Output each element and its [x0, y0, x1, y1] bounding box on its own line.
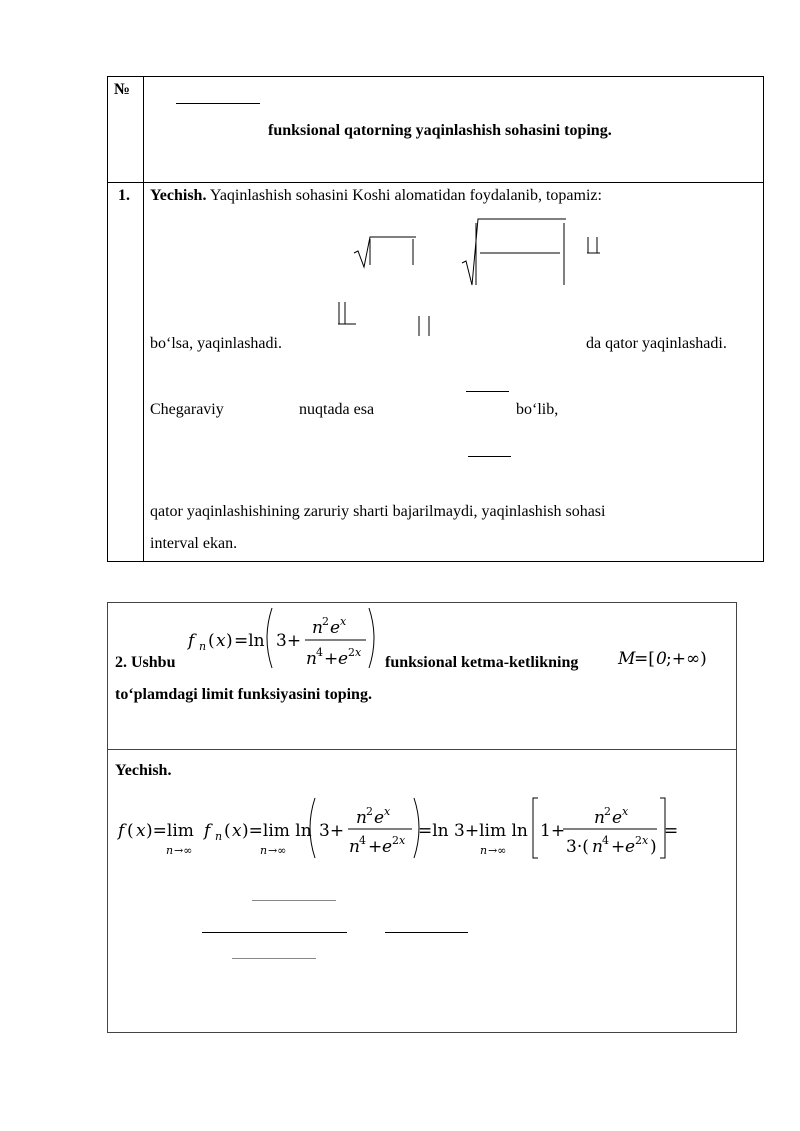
svg-text:n: n [306, 649, 317, 669]
table1-left-border [107, 76, 108, 562]
svg-text:)=lim ln: )=lim ln [242, 821, 312, 841]
svg-text:;+∞): ;+∞) [666, 649, 707, 669]
solution-label: Yechish. [150, 187, 207, 204]
conclusion-line-1: qator yaqinlashishining zaruriy sharti bajarilmaydi, yaqinlashish sohasi [150, 503, 606, 520]
fraction-bar [466, 391, 509, 392]
svg-text:n: n [215, 830, 223, 843]
svg-text:M: M [618, 649, 636, 669]
svg-text:x: x [340, 615, 347, 628]
svg-text:3·(: 3·( [566, 837, 589, 857]
svg-text:0: 0 [656, 649, 667, 669]
svg-text:→∞: →∞ [174, 844, 193, 857]
svg-text:=[: =[ [634, 649, 655, 669]
table1-right-border [763, 76, 764, 562]
set-m-formula [616, 642, 716, 672]
boundary-word: Chegaraviy [150, 401, 224, 418]
svg-text:2: 2 [366, 805, 373, 818]
svg-text:f: f [204, 821, 211, 841]
svg-text:2: 2 [604, 805, 611, 818]
limit-formula [114, 792, 684, 862]
svg-text:2: 2 [392, 834, 399, 847]
fraction-bar [176, 103, 260, 104]
task-text: funksional qatorning yaqinlashish sohasini toping. [268, 122, 612, 139]
fraction-bar [232, 958, 316, 959]
svg-text:n: n [260, 844, 268, 857]
svg-text:f: f [118, 821, 125, 841]
svg-text:2: 2 [635, 834, 642, 847]
svg-text:=ln 3+lim ln: =ln 3+lim ln [418, 821, 528, 841]
fraction-bar [468, 456, 511, 457]
svg-text:+: + [368, 837, 383, 857]
converge-at-text: da qator yaqinlashadi. [586, 335, 727, 352]
svg-text:3+: 3+ [319, 821, 345, 841]
svg-text:→∞: →∞ [268, 844, 287, 857]
problem2-solution-label: Yechish. [115, 762, 172, 779]
svg-text:3+: 3+ [276, 631, 302, 651]
svg-text:n: n [199, 640, 207, 653]
number-header: № [114, 81, 131, 98]
svg-text:n: n [594, 808, 605, 828]
svg-text:x: x [136, 821, 146, 841]
svg-text:+: + [611, 837, 626, 857]
svg-text:e: e [382, 837, 393, 857]
svg-text:(: ( [127, 821, 134, 841]
svg-text:2: 2 [322, 615, 329, 628]
problem2-middle-text: funksional ketma-ketlikning [385, 654, 579, 671]
conclusion-line-2: interval ekan. [150, 535, 238, 552]
svg-text:4: 4 [316, 646, 323, 659]
svg-text:n: n [312, 618, 323, 638]
problem2-label: 2. Ushbu [115, 654, 176, 671]
svg-text:n: n [480, 844, 488, 857]
svg-text:e: e [330, 618, 341, 638]
fn-formula [186, 604, 382, 670]
table1-bottom-border [107, 561, 763, 562]
problem2-line-2: to‘plamdagi limit funksiyasini toping. [115, 686, 372, 703]
svg-text:=: = [664, 821, 679, 841]
at-point-text: nuqtada esa [299, 401, 375, 418]
row-number: 1. [118, 187, 130, 204]
svg-text:n: n [356, 808, 367, 828]
svg-text:x: x [384, 805, 391, 818]
svg-text:2: 2 [348, 646, 355, 659]
svg-text:)=lim: )=lim [146, 821, 194, 841]
svg-text:x: x [216, 631, 226, 651]
svg-text:=ln: =ln [234, 631, 265, 651]
svg-text:e: e [612, 808, 623, 828]
table1-top-border [107, 76, 763, 77]
svg-text:1+: 1+ [540, 821, 566, 841]
svg-text:): ) [226, 631, 233, 651]
svg-text:4: 4 [602, 834, 609, 847]
svg-text:x: x [355, 646, 362, 659]
table1-row-divider [107, 182, 763, 183]
svg-text:e: e [625, 837, 636, 857]
being-text: bo‘lib, [516, 401, 559, 418]
svg-text:(: ( [208, 631, 215, 651]
converge-if-text: bo‘lsa, yaqinlashadi. [150, 335, 282, 352]
svg-text:→∞: →∞ [488, 844, 507, 857]
fraction-bar [385, 932, 468, 933]
svg-text:+: + [324, 649, 339, 669]
svg-text:x: x [399, 834, 406, 847]
svg-text:x: x [622, 805, 629, 818]
solution-intro: Yaqinlashish sohasini Koshi alomatidan foydalanib, topamiz: [209, 187, 602, 204]
svg-text:): ) [650, 837, 657, 857]
svg-text:x: x [232, 821, 242, 841]
svg-text:e: e [338, 649, 349, 669]
fraction-bar [202, 932, 347, 933]
fraction-bar [252, 900, 336, 901]
svg-text:e: e [374, 808, 385, 828]
svg-text:n: n [592, 837, 603, 857]
table2-row-divider [107, 749, 737, 750]
svg-text:(: ( [224, 821, 231, 841]
svg-text:f: f [188, 631, 195, 651]
svg-text:n: n [349, 837, 360, 857]
table1-column-divider [143, 76, 144, 562]
svg-text:n: n [166, 844, 174, 857]
abs-value-fragments [330, 298, 440, 343]
svg-text:x: x [642, 834, 649, 847]
svg-text:4: 4 [359, 834, 366, 847]
cauchy-radical-formula [340, 215, 620, 295]
solution-line [150, 187, 602, 205]
